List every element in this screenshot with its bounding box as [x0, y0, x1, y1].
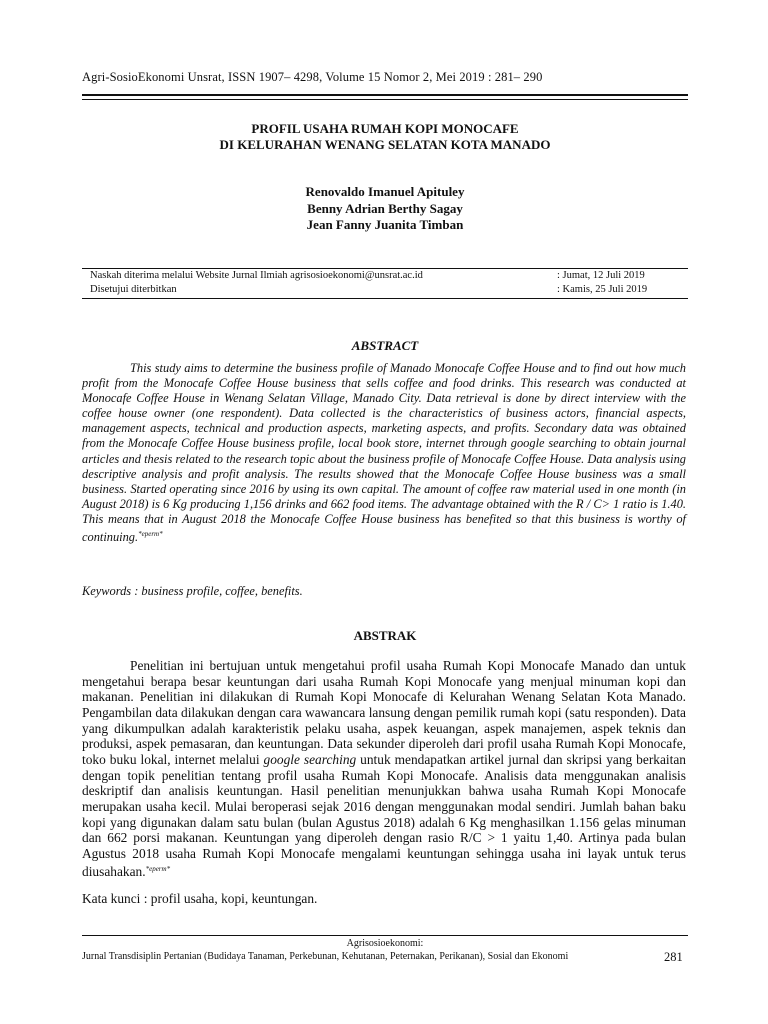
abstrak-heading: ABSTRAK: [353, 628, 417, 643]
header-rule-thin: [82, 99, 688, 100]
journal-header: Agri-SosioEkonomi Unsrat, ISSN 1907– 4298, Volume 15 Nomor 2, Mei 2019 : 281– 290: [82, 70, 543, 84]
abstrak-mark: *eperm*: [145, 864, 171, 873]
title-line-1: PROFIL USAHA RUMAH KOPI MONOCAFE: [251, 121, 519, 136]
author: Benny Adrian Berthy Sagay: [307, 200, 463, 216]
paper-title: [82, 121, 688, 153]
abstrak-body-1: Penelitian ini bertujuan untuk mengetahui profil usaha Rumah Kopi Monocafe Manado dan untuk mengetahui berapa besar keuntungan dari usaha Rumah Kopi Monocafe yang menjual minuman kopi dan makanan. Penelitian ini dilakukan di Rumah Kopi Monocafe di Kelurahan Wenang Selatan Kota Manado. Pengambilan data dilakukan dengan cara wawancara lansung dengan pemilik rumah kopi (satu responden). Data yang dikumpulkan adalah karakteristik pelaku usaha, aspek keuangan, aspek manajemen, aspek teknis dan produksi, aspek pemasaran, dan keuntungan. Data sekunder diperoleh dari profil usaha Rumah Kopi Monocafe, toko buku lokal, internet melalui: [82, 658, 686, 767]
approved-label: Disetujui diterbitkan: [90, 284, 177, 295]
approved-date: : Kamis, 25 Juli 2019: [557, 284, 648, 295]
author: Jean Fanny Juanita Timban: [306, 217, 464, 232]
abstract-body: This study aims to determine the business profile of Manado Monocafe Coffee House and to find out how much profit from the Monocafe Coffee House business that sells coffee and food drinks. This research was conducted at Monocafe Coffee House in Wenang Selatan Village, Manado City. Data retrieval is done by direct interview with the coffee house owner (one respondent). Data collected is the characteristics of business actors, financial aspects, management aspects, technical and production aspects, marketing aspects, and profits. Secondary data was obtained from the Monocafe Coffee House business profile, local book store, internet through google searching to obtain journal articles and thesis related to the research topic about the business profile of Monocafe Coffee House. Data analysis using descriptive analysis and profit analysis. The results showed that the Monocafe Coffee House business was a small business. Started operating since 2016 by using its own capital. The amount of coffee raw material used in one month (in August 2018) is 6 Kg producing 1,156 drinks and 662 food items. The advantage obtained with the R / C> 1 ratio is 1.40. This means that in August 2018 the Monocafe Coffee House business has benefited so that this business is worthy of continuing.: [82, 361, 686, 545]
header-rule-thick: [82, 94, 688, 96]
page-number: 281: [664, 950, 683, 964]
footer-journal-name: Agrisosioekonomi:: [346, 938, 424, 949]
abstract-heading: ABSTRACT: [351, 338, 419, 353]
received-date: : Jumat, 12 Juli 2019: [557, 270, 645, 281]
abstract-keywords: Keywords : business profile, coffee, benefits.: [82, 584, 303, 598]
received-label: Naskah diterima melalui Website Jurnal Ilmiah agrisosioekonomi@unsrat.ac.id: [90, 270, 423, 281]
author-list: [82, 184, 688, 234]
abstract-mark: *eperm*: [138, 530, 163, 539]
footer-rule: [82, 935, 688, 936]
abstract-text: [82, 361, 686, 545]
abstrak-body-2: untuk mendapatkan artikel jurnal dan skripsi yang berkaitan dengan topik penelitian tentang profil usaha Rumah Kopi Monocafe. Analisis data menggunakan analisis deskriptif dan analisis keuntungan. Hasil penelitian menunjukkan bahwa usaha Rumah Kopi Monocafe merupakan usaha kecil. Mulai beroperasi sejak 2016 dengan menggunakan modal sendiri. Jumlah bahan baku kopi yang digunakan dalam satu bulan (bulan Agustus 2018) adalah 6 Kg menghasilkan 1.156 gelas minuman dan 662 porsi makanan. Keuntungan yang diperoleh dengan rasio R/C > 1 yaitu 1,40. Artinya pada bulan Agustus 2018 usaha Rumah Kopi Monocafe mengalami keuntungan sehingga usaha ini layak untuk terus diusahakan.: [82, 751, 687, 879]
submission-rule-top: [82, 268, 688, 269]
submission-rule-bottom: [82, 298, 688, 299]
abstrak-keywords: Kata kunci : profil usaha, kopi, keuntungan.: [82, 891, 318, 906]
footer-journal-subtitle: Jurnal Transdisiplin Pertanian (Budidaya Tanaman, Perkebunan, Kehutanan, Peternakan, Perikanan), Sosial dan Ekonomi: [82, 951, 569, 962]
title-line-2: DI KELURAHAN WENANG SELATAN KOTA MANADO: [219, 137, 551, 152]
abstrak-italic: google searching: [263, 751, 357, 767]
abstrak-text: [82, 658, 686, 879]
author: Renovaldo Imanuel Apituley: [305, 184, 465, 199]
